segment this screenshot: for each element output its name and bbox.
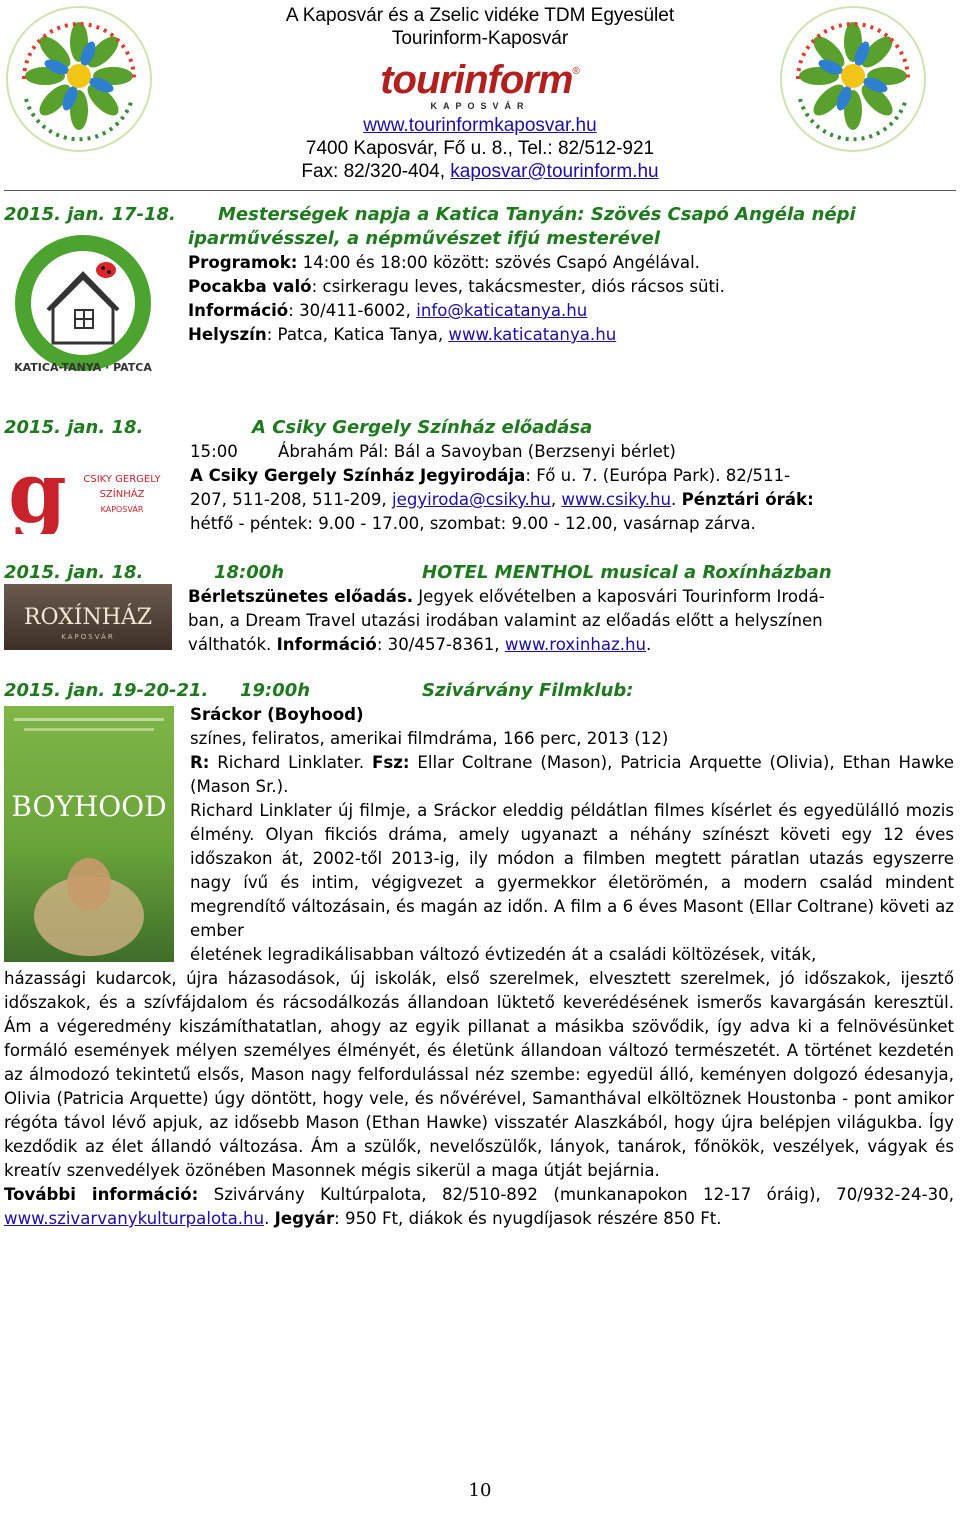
roxinhaz-logo xyxy=(4,584,172,650)
event1-email-link[interactable]: info@katicatanya.hu xyxy=(416,301,588,320)
event1-info-text: : 30/411-6002, xyxy=(288,301,417,320)
header-website-link[interactable]: www.tourinformkaposvar.hu xyxy=(363,115,597,136)
event4-desc-right: Richard Linklater új filmje, a Sráckor eleddig példátlan filmes kísérlet és egyedülálló mozis élmény. Olyan fikciós dráma, amely ugyanazt a néhány színészt követi egy 12 éves időszakon át, 2002-től 2013-ig, ily módon a filmben megtett páratlan utazás egyszerre nagy ívű és intim, végigvezet a gyermekkor életörömén, a modern család mindent megrendítő változásain, és magán az időn. A film a 6 éves Masont (Ellar Coltrane) követi az ember xyxy=(190,801,954,940)
event4-url-link[interactable]: www.szivarvanykulturpalota.hu xyxy=(4,1209,265,1228)
event4-dir-label: R: xyxy=(190,753,210,772)
header-email-link[interactable]: kaposvar@tourinform.hu xyxy=(450,161,659,182)
event3-line3 xyxy=(188,633,944,657)
event4-more-text: Szivárvány Kultúrpalota, 82/510-892 (munkanapokon 12-17 óráig), 70/932-24-30, xyxy=(198,1185,954,1204)
event2-date: 2015. jan. 18. xyxy=(4,417,144,438)
event3-date: 2015. jan. 18. xyxy=(4,562,144,583)
header-org: A Kaposvár és a Zselic vidéke TDM Egyesület xyxy=(285,5,675,26)
event2-hours-colon: : xyxy=(807,490,814,509)
katica-logo-text: KATICA-TANYA · PATCA xyxy=(14,361,152,374)
event4-desc-last-right: életének legradikálisabban változó évtizedén át a családi költözések, viták, xyxy=(190,945,817,964)
event1-programs-label: Programok: xyxy=(188,253,298,272)
event2-box-office xyxy=(190,464,950,488)
event2-show-text: Ábrahám Pál: Bál a Savoyban (Berzsenyi bérlet) xyxy=(278,442,676,461)
event3-info-text: : 30/457-8361, xyxy=(376,635,505,654)
page-number: 10 xyxy=(468,1480,492,1501)
event2-dot: . xyxy=(671,490,682,509)
event2-hours-label: Pénztári órák xyxy=(681,490,808,509)
event2-email-link[interactable]: jegyiroda@csiky.hu xyxy=(392,490,551,509)
event1-place xyxy=(188,323,948,347)
event1-food xyxy=(188,275,948,299)
event1-info-label: Információ xyxy=(188,301,289,320)
poster-title: BOYHOOD xyxy=(11,790,167,823)
event4-meta: színes, feliratos, amerikai filmdráma, 166 perc, 2013 (12) xyxy=(190,729,669,748)
registered-mark: ® xyxy=(572,66,580,77)
event3-url-link[interactable]: www.roxinhaz.hu xyxy=(504,635,647,654)
csiky-logo-text1: CSIKY GERGELY xyxy=(83,474,161,485)
event2-box-text1: : Fő u. 7. (Európa Park). 82/511- xyxy=(525,466,791,485)
event4-more-label: További információ: xyxy=(4,1185,199,1204)
event1-place-text: : Patca, Katica Tanya, xyxy=(266,325,449,344)
event2-sep: , xyxy=(550,490,562,509)
header-fax-line xyxy=(200,160,760,183)
event3-info-label: Információ xyxy=(276,635,377,654)
event4-title: Szivárvány Filmklub: xyxy=(422,680,634,701)
event1-food-text: : csirkeragu leves, takácsmester, diós rácsos süti. xyxy=(311,277,725,296)
header-fax: Fax: 82/320-404, xyxy=(301,161,451,182)
event4-more-dot: . xyxy=(264,1209,275,1228)
event2-show xyxy=(190,440,950,464)
event1-programs-text: 14:00 és 18:00 között: szövés Csapó Angélával. xyxy=(297,253,700,272)
katica-tanya-logo xyxy=(8,228,158,378)
event4-time: 19:00h xyxy=(240,680,311,701)
csiky-logo-letter: g xyxy=(8,452,67,534)
csiky-logo xyxy=(4,452,179,534)
event2-box-office-2 xyxy=(190,488,950,512)
event1-date: 2015. jan. 17-18. xyxy=(4,204,176,225)
header-office: Tourinform-Kaposvár xyxy=(391,28,569,49)
event2-url-link[interactable]: www.csiky.hu xyxy=(561,490,672,509)
event4-desc-full: házassági kudarcok, újra házasodások, új iskolák, első szerelmek, elvesztett szerelmek, jó időszakok, ijesztő időszakok, és a szívfájdalom és rácsodálkozás állandoan lüktető keverédésének ismerős kavargásán keresztül. Ám a végeredmény kiszámíthatatlan, ahogy az egyik pillanat a másikba szövődik, így adva ki a felnövésünket formáló események mélyen személyes élményét, és életünk állandoan változó természetét. A történet kezdetén az álmodozó tekintetű elsős, Mason nagy felfordulással néz szembe: egyedül álló, keményen dolgozó édesanyja, Olivia (Patricia Arquette) úgy döntött, hogy vele, és nővérével, Samanthával elköltöznek Houstonba - pont amikor régóta távol lévő apjuk, az idősebb Mason (Ethan Hawke) visszatér Alaszkából, hogy újra belépjen világukba. Így kezdődik az élet állandó változása. Ám a szülők, nevelőszülők, lányok, tanárok, főnökök, veszélyek, vágyak és kreatív szenvedélyek özönében Masonnek mégis sikerül a maga útját bejárnia. xyxy=(4,969,954,1180)
event1-place-label: Helyszín xyxy=(188,325,267,344)
event4-ticket-text: : 950 Ft, diákok és nyugdíjasok részére 850 Ft. xyxy=(334,1209,722,1228)
event3-text3: válthatók. xyxy=(188,635,277,654)
header-address: 7400 Kaposvár, Fő u. 8., Tel.: 82/512-921 xyxy=(305,138,655,159)
event1-title-line2: iparművésszel, a népművészet ifjú mesterével xyxy=(188,228,661,249)
event4-ticket-label: Jegyár xyxy=(274,1209,335,1228)
event4-film: Sráckor (Boyhood) xyxy=(190,705,364,724)
csiky-logo-text3: KAPOSVÁR xyxy=(100,505,144,514)
event4-dir-text: Richard Linklater. xyxy=(209,753,373,772)
header-center xyxy=(200,4,760,183)
event4-cast-text: Ellar Coltrane (Mason), Patricia Arquette (Olivia), Ethan Hawke (Mason Sr.). xyxy=(190,753,954,796)
event2-hours: hétfő - péntek: 9.00 - 17.00, szombat: 9.00 - 12.00, vasárnap zárva. xyxy=(190,514,756,533)
header-divider xyxy=(4,190,956,191)
event1-title-line1: Mesterségek napja a Katica Tanyán: Szövés Csapó Angéla népi xyxy=(218,204,856,225)
brand-word: tourinform xyxy=(380,58,573,102)
event2-title: A Csiky Gergely Színház előadása xyxy=(252,417,593,438)
header-logo-right xyxy=(778,4,928,154)
brand-sub: KAPOSVÁR xyxy=(430,101,530,111)
event3-time: 18:00h xyxy=(214,562,285,583)
event1-food-label: Pocakba való xyxy=(188,277,312,296)
event1-programs xyxy=(188,251,948,275)
event4-date: 2015. jan. 19-20-21. xyxy=(4,680,209,701)
event3-text1: Jegyek elővételben a kaposvári Tourinform Irodá- xyxy=(413,587,825,606)
event2-box-label: A Csiky Gergely Színház Jegyirodája xyxy=(190,466,526,485)
csiky-logo-text2: SZÍNHÁZ xyxy=(99,489,145,500)
event4-more-info xyxy=(4,1183,954,1231)
roxinhaz-logo-text: ROXÍNHÁZ xyxy=(23,605,153,630)
roxinhaz-logo-sub: KAPOSVÁR xyxy=(61,633,115,641)
tourinform-logo xyxy=(200,56,760,112)
event3-line2: ban, a Dream Travel utazási irodában valamint az előadás előtt a helyszínen xyxy=(188,611,823,630)
event1-url-link[interactable]: www.katicatanya.hu xyxy=(448,325,617,344)
event1-info xyxy=(188,299,948,323)
event4-cast-label: Fsz: xyxy=(372,753,410,772)
event4-credits xyxy=(190,751,954,799)
header-logo-left xyxy=(4,4,154,154)
event2-time: 15:00 xyxy=(190,442,238,461)
event3-note: Bérletszünetes előadás. xyxy=(188,587,414,606)
event3-title: HOTEL MENTHOL musical a Roxínházban xyxy=(422,562,832,583)
event3-line1 xyxy=(188,585,944,609)
boyhood-poster xyxy=(4,706,174,962)
event2-box-text2: 207, 511-208, 511-209, xyxy=(190,490,392,509)
event3-info-end: . xyxy=(646,635,652,654)
